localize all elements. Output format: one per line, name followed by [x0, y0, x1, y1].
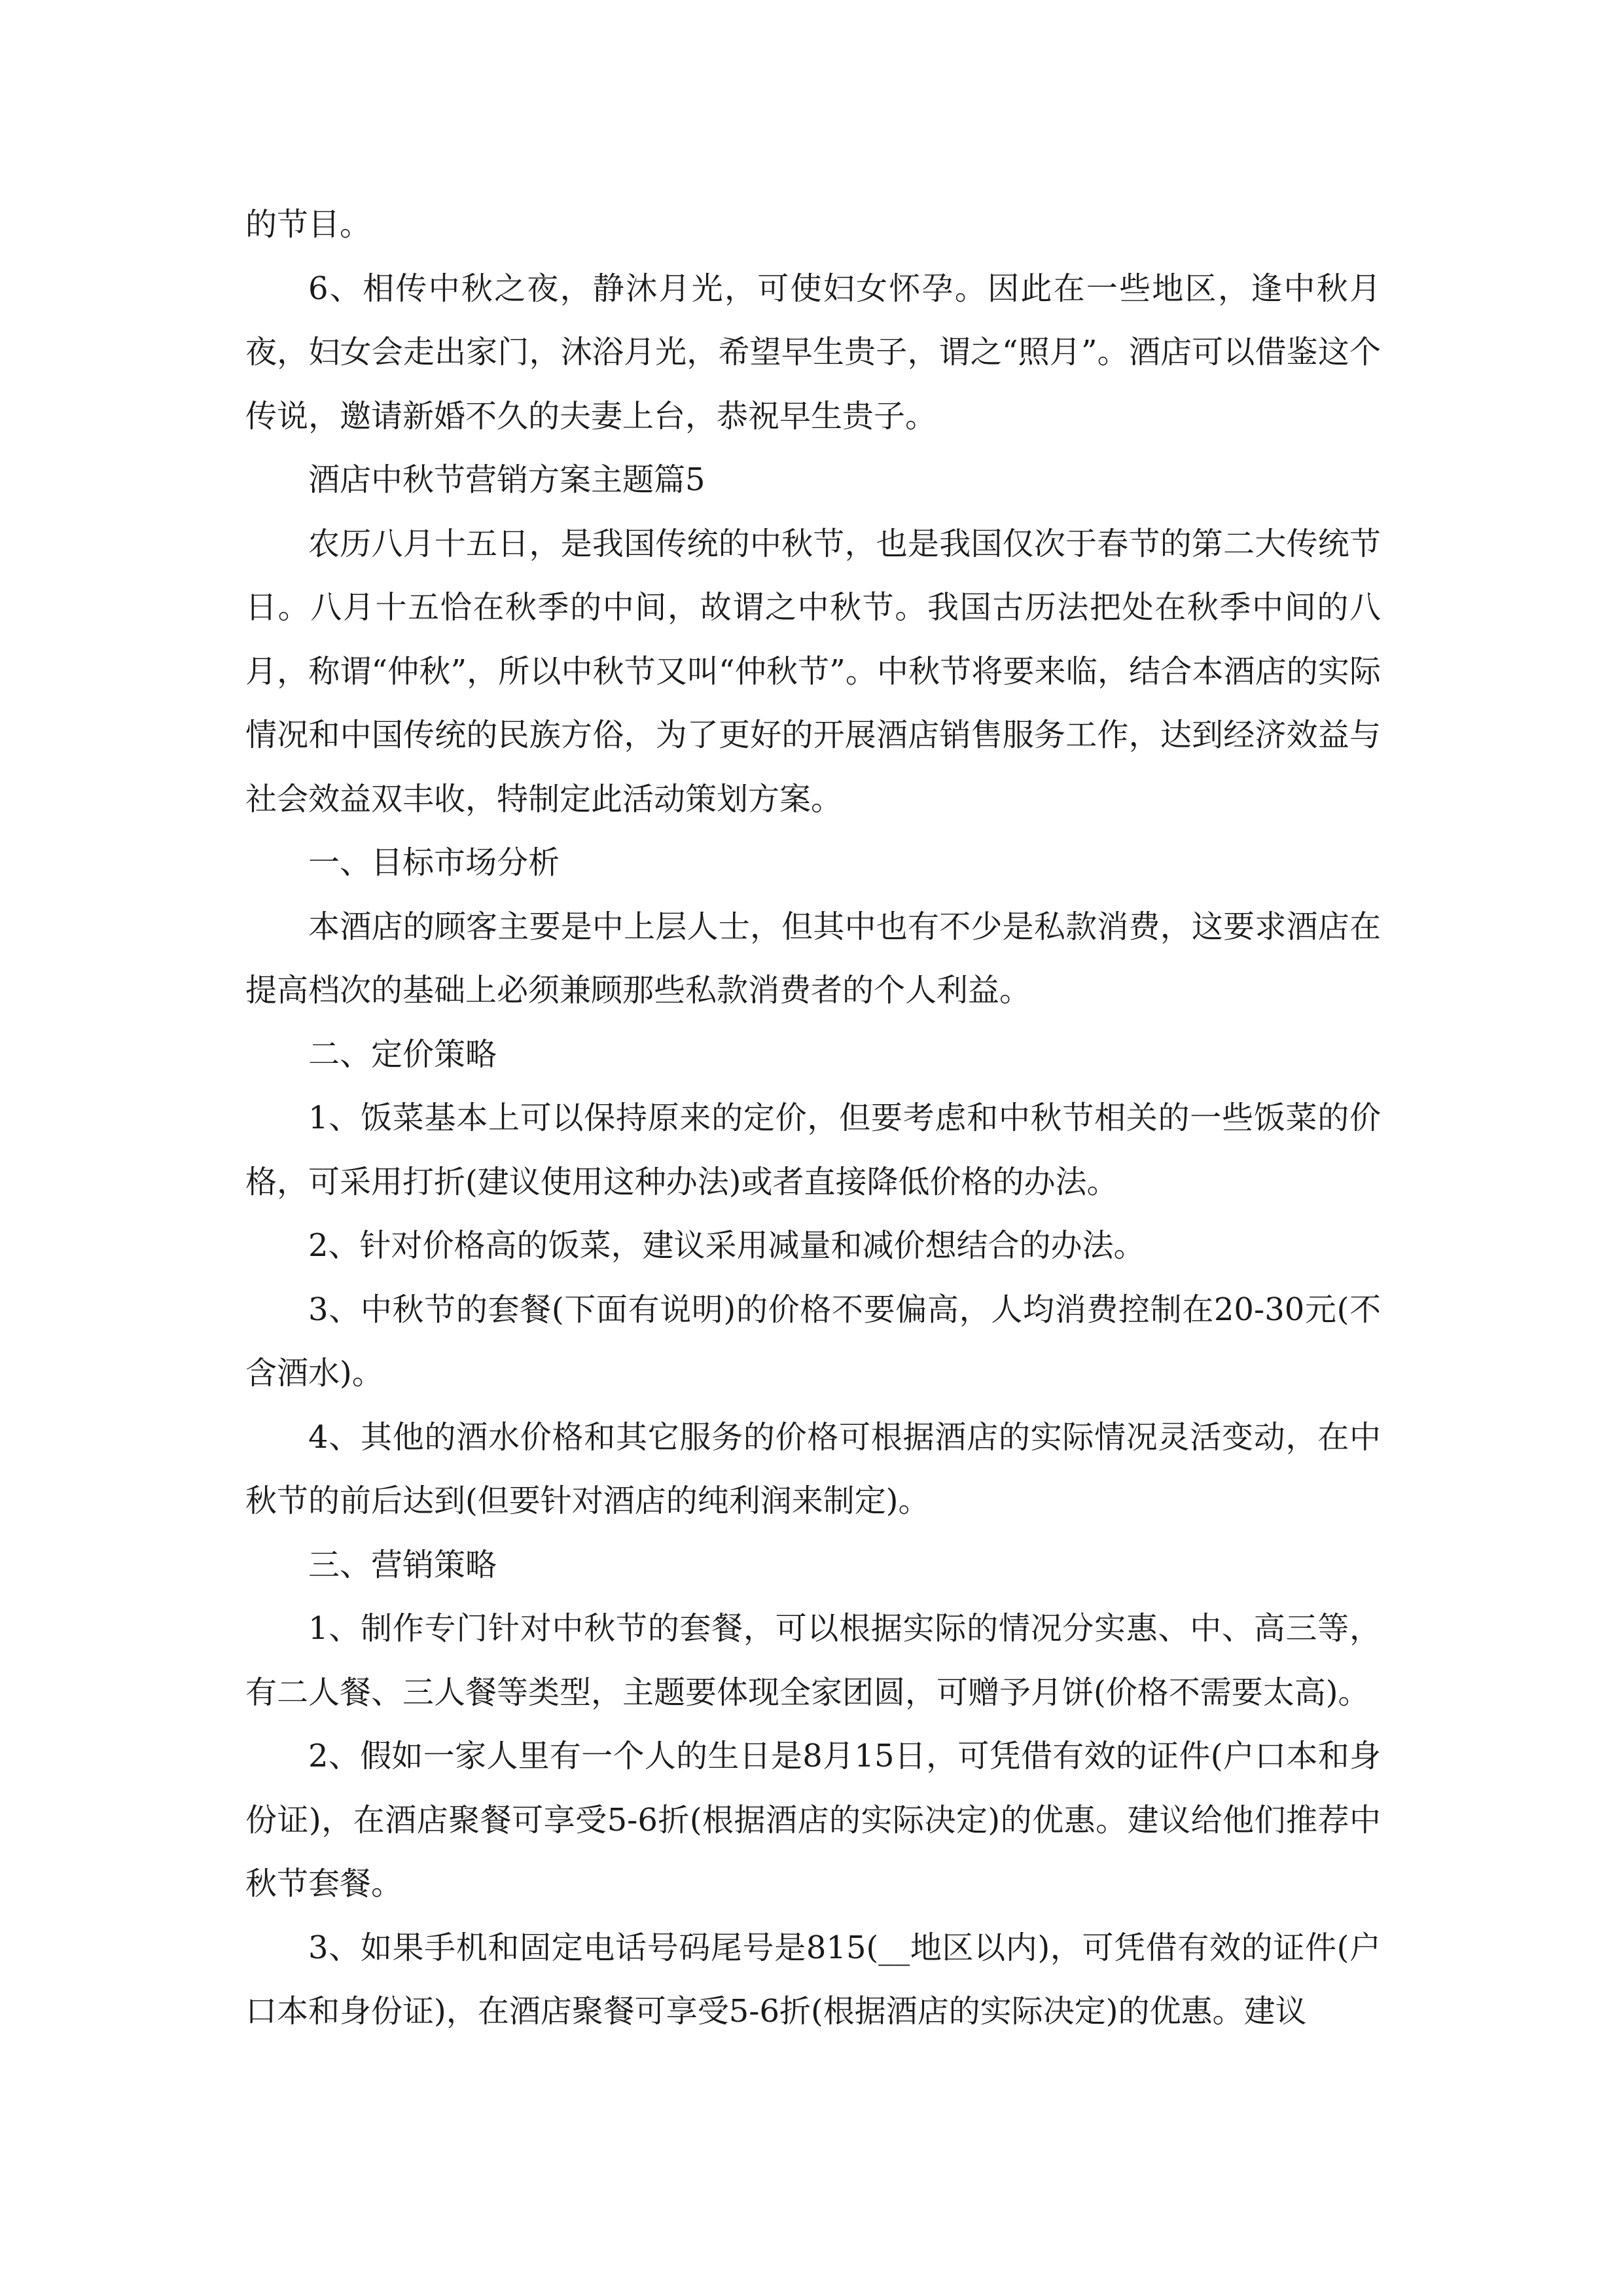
section-title: 酒店中秋节营销方案主题篇5 — [308, 461, 705, 498]
heading-marketing-strategy: 三、营销策略 — [308, 1546, 497, 1583]
heading-market-analysis: 一、目标市场分析 — [308, 844, 560, 881]
heading-pricing-strategy: 二、定价策略 — [308, 1035, 497, 1073]
paragraph-item-6: 6、相传中秋之夜，静沐月光，可使妇女怀孕。因此在一些地区，逢中秋月夜，妇女会走出家门，沐浴月光，希望早生贵子，谓之“照月”。酒店可以借鉴这个传说，邀请新婚不久的夫妻上台，恭祝早生贵子。 — [245, 270, 1381, 435]
paragraph-market-analysis: 本酒店的顾客主要是中上层人士，但其中也有不少是私款消费，这要求酒店在提高档次的基础上必须兼顾那些私款消费者的个人利益。 — [245, 908, 1381, 1009]
paragraph-pricing-3: 3、中秋节的套餐(下面有说明)的价格不要偏高，人均消费控制在20-30元(不含酒水)。 — [245, 1291, 1381, 1391]
paragraph-pricing-4: 4、其他的酒水价格和其它服务的价格可根据酒店的实际情况灵活变动，在中秋节的前后达到(但要针对酒店的纯利润来制定)。 — [245, 1418, 1381, 1519]
paragraph-pricing-1: 1、饭菜基本上可以保持原来的定价，但要考虑和中秋节相关的一些饭菜的价格，可采用打折(建议使用这种办法)或者直接降低价格的办法。 — [245, 1100, 1381, 1200]
paragraph-marketing-2: 2、假如一家人里有一个人的生日是8月15日，可凭借有效的证件(户口本和身份证)，在酒店聚餐可享受5-6折(根据酒店的实际决定)的优惠。建议给他们推荐中秋节套餐。 — [245, 1738, 1381, 1902]
paragraph-intro: 农历八月十五日，是我国传统的中秋节，也是我国仅次于春节的第二大传统节日。八月十五恰在秋季的中间，故谓之中秋节。我国古历法把处在秋季中间的八月，称谓“仲秋”，所以中秋节又叫“仲秋节”。中秋节将要来临，结合本酒店的实际情况和中国传统的民族方俗，为了更好的开展酒店销售服务工作，达到经济效益与社会效益双丰收，特制定此活动策划方案。 — [245, 525, 1381, 817]
paragraph-marketing-1: 1、制作专门针对中秋节的套餐，可以根据实际的情况分实惠、中、高三等，有二人餐、三人餐等类型，主题要体现全家团圆，可赠予月饼(价格不需要太高)。 — [245, 1610, 1381, 1711]
paragraph-continuation: 的节目。 — [245, 206, 372, 243]
paragraph-marketing-3: 3、如果手机和固定电话号码尾号是815(__地区以内)，可凭借有效的证件(户口本和身份证)，在酒店聚餐可享受5-6折(根据酒店的实际决定)的优惠。建议 — [245, 1929, 1381, 2030]
paragraph-pricing-2: 2、针对价格高的饭菜，建议采用减量和减价想结合的办法。 — [308, 1227, 1145, 1264]
document-body — [245, 193, 1381, 2044]
